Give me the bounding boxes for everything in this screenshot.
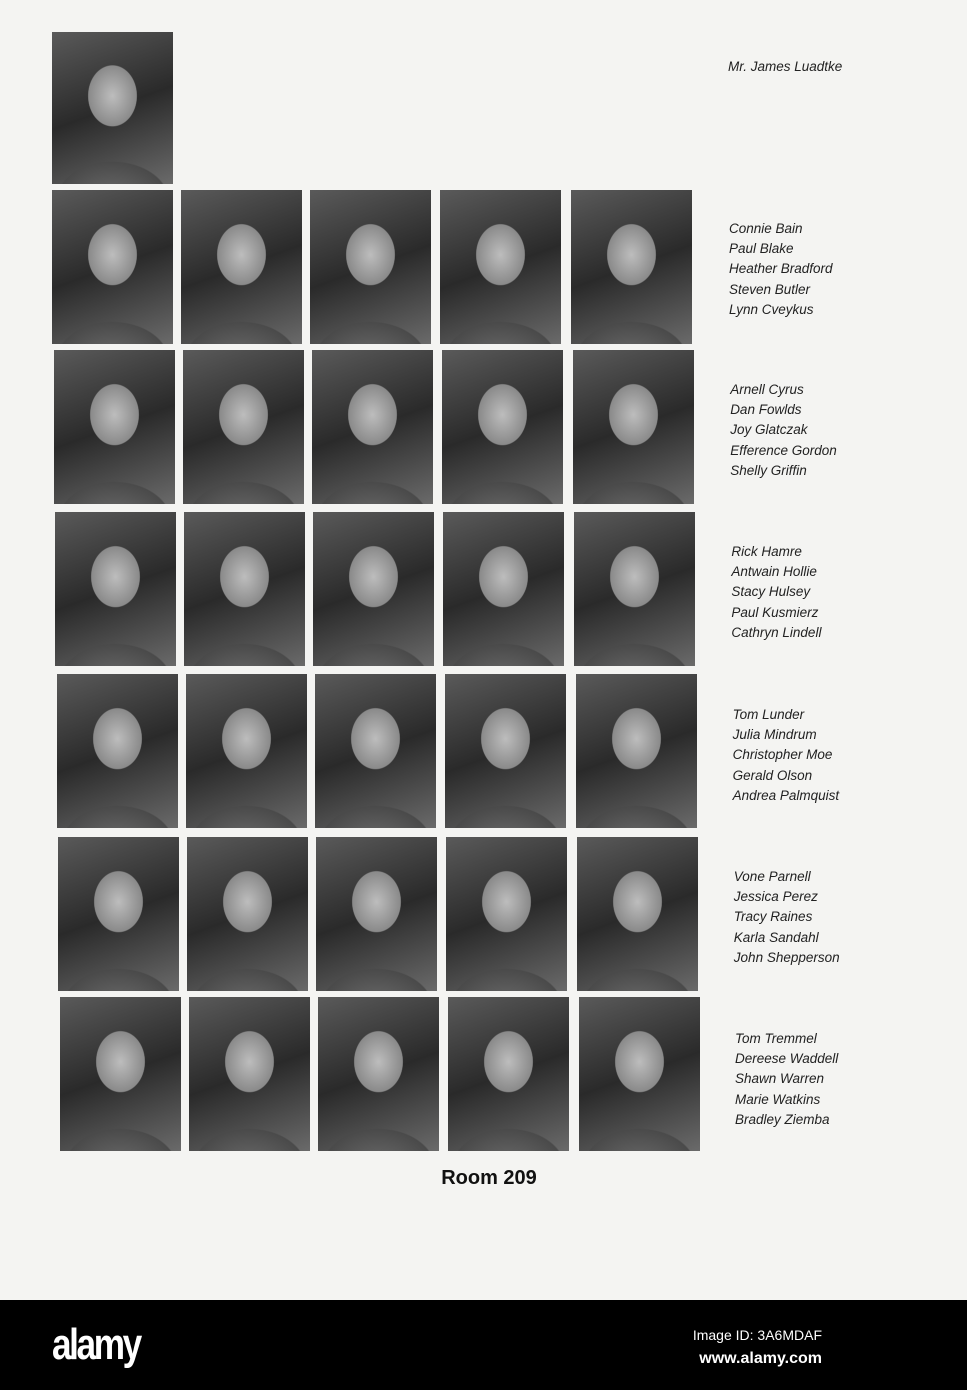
student-photo: [187, 837, 308, 991]
student-photo: [443, 512, 564, 666]
student-photo: [576, 674, 697, 828]
student-name: Connie Bain: [729, 221, 803, 236]
student-name: Joy Glatczak: [730, 422, 808, 438]
student-photo: [184, 512, 305, 666]
student-name: Arnell Cyrus: [730, 382, 804, 397]
student-name: Gerald Olson: [732, 767, 813, 783]
student-photo: [55, 512, 176, 666]
student-photo: [186, 674, 307, 828]
student-name: Tom Tremmel: [735, 1031, 817, 1046]
student-photo: [573, 350, 694, 504]
student-photo: [446, 837, 567, 991]
student-name: Karla Sandahl: [733, 929, 819, 945]
student-name: Vone Parnell: [733, 869, 811, 884]
student-name: Julia Mindrum: [732, 727, 817, 743]
student-name: Bradley Ziemba: [735, 1111, 830, 1127]
student-photo: [183, 350, 304, 504]
student-name: Steven Butler: [729, 281, 811, 297]
student-name: Marie Watkins: [735, 1091, 821, 1107]
student-name: Tom Lunder: [732, 707, 805, 722]
student-name: Paul Kusmierz: [731, 604, 819, 620]
student-name: Cathryn Lindell: [731, 624, 822, 640]
student-photo: [312, 350, 433, 504]
student-name: Rick Hamre: [731, 544, 802, 559]
student-photo: [181, 190, 302, 344]
student-photo: [579, 997, 700, 1151]
image-id: Image ID: 3A6MDAF: [692, 1327, 822, 1343]
student-name: Antwain Hollie: [731, 564, 817, 580]
site-url: www.alamy.com: [699, 1350, 822, 1367]
student-photo: [440, 190, 561, 344]
student-photo: [445, 674, 566, 828]
teacher-photo: [52, 32, 173, 184]
alamy-logo: alamy: [52, 1320, 140, 1369]
student-name: Tracy Raines: [733, 909, 813, 925]
student-photo: [310, 190, 431, 344]
name-list: [734, 867, 840, 968]
student-photo: [448, 997, 569, 1151]
student-name: Heather Bradford: [729, 261, 833, 277]
student-photo: [442, 350, 563, 504]
student-name: Shelly Griffin: [730, 462, 807, 478]
name-list: [735, 1029, 838, 1130]
student-name: Stacy Hulsey: [731, 584, 811, 600]
student-name: Paul Blake: [729, 241, 794, 257]
student-photo: [571, 190, 692, 344]
student-photo: [57, 674, 178, 828]
room-label: Room 209: [441, 1167, 537, 1189]
name-list: [730, 380, 837, 481]
student-photo: [54, 350, 175, 504]
student-name: Shawn Warren: [735, 1071, 825, 1087]
student-photo: [52, 190, 173, 344]
student-photo: [313, 512, 434, 666]
watermark-bar: [0, 1300, 967, 1390]
student-name: Jessica Perez: [733, 889, 818, 905]
student-name: Dereese Waddell: [735, 1051, 839, 1067]
teacher-name: Mr. James Luadtke: [728, 59, 843, 74]
student-name: John Shepperson: [733, 949, 840, 965]
student-photo: [318, 997, 439, 1151]
student-photo: [577, 837, 698, 991]
name-list: [733, 705, 840, 806]
name-list: [731, 542, 821, 643]
student-name: Andrea Palmquist: [732, 787, 840, 803]
student-photo: [58, 837, 179, 991]
student-photo: [60, 997, 181, 1151]
student-name: Lynn Cveykus: [729, 301, 814, 317]
student-name: Efference Gordon: [730, 442, 837, 458]
name-list: [729, 219, 833, 320]
student-photo: [574, 512, 695, 666]
student-name: Dan Fowlds: [730, 402, 802, 418]
student-photo: [315, 674, 436, 828]
student-name: Christopher Moe: [732, 747, 833, 763]
student-photo: [316, 837, 437, 991]
student-photo: [189, 997, 310, 1151]
